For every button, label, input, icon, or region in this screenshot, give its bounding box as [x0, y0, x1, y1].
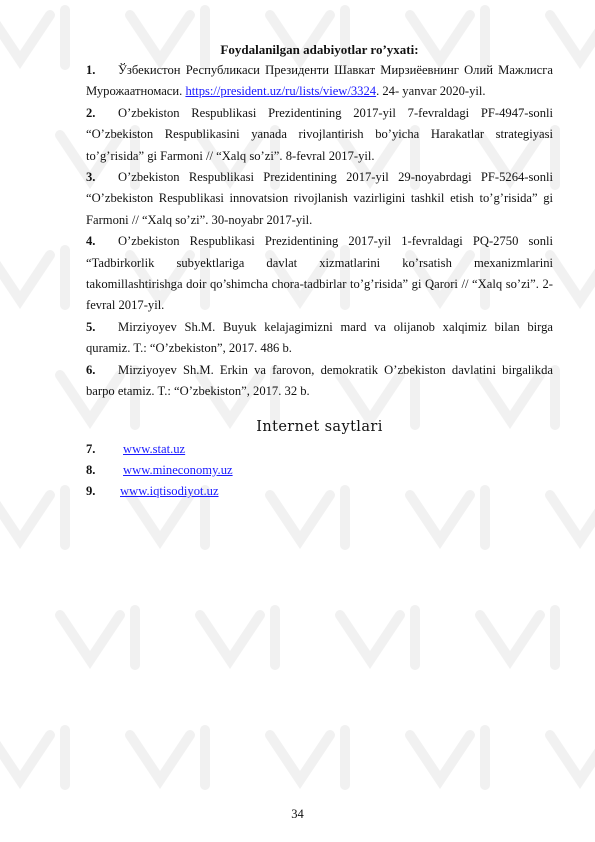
reference-text: Mirziyoyev Sh.M. Buyuk kelajagimizni mard va olijanob xalqimiz bilan birga quramiz. T.: “O’zbekiston”, 2017. 486 b. [86, 319, 553, 356]
watermark-tile [550, 250, 595, 305]
reference-number: 3. [86, 170, 96, 185]
reference-number: 1. [86, 63, 96, 77]
website-link[interactable]: www.mineconomy.uz [123, 462, 233, 477]
website-item-7 [86, 439, 553, 460]
watermark-tile [0, 10, 65, 65]
reference-item-3 [86, 167, 553, 231]
reference-number: 2. [86, 105, 96, 120]
website-link[interactable]: www.stat.uz [123, 441, 186, 456]
watermark-tile [60, 610, 135, 665]
website-number: 9. [86, 484, 96, 499]
reference-text: Mirziyoyev Sh.M. Erkin va farovon, demokratik O’zbekiston davlatini birgalikda barpo etamiz. T.: “O’zbekiston”, 2017. 32 b. [86, 362, 553, 399]
reference-text-tail: . 24- yanvar 2020-yil. [376, 84, 486, 99]
website-item-9 [86, 481, 553, 502]
website-item-8 [86, 460, 553, 481]
reference-number: 6. [86, 362, 96, 377]
watermark-tile [200, 610, 275, 665]
reference-text: O’zbekiston Respublikasi Prezidentining 2017-yil 29-noyabrdagi PF-5264-sonli “O’zbekiston Respublikasi innovatsion rivojlanish vazirligini tashkil etish to’g’risida” gi Farmoni // “Xalq so’zi”. 30-noyabr 2017-yil. [86, 170, 553, 227]
reference-item-2 [86, 103, 553, 167]
watermark-tile [0, 490, 65, 545]
reference-item-6 [86, 360, 553, 403]
watermark-tile [550, 10, 595, 65]
reference-text: Ўзбекистон Республикаси Президенти Шавкат Мирзиёевнинг Олий Мажлисга Мурожаатномаси. [86, 63, 553, 99]
reference-link[interactable]: https://president.uz/ru/lists/view/3324 [185, 84, 377, 99]
reference-number: 4. [86, 234, 96, 249]
website-link[interactable]: www.iqtisodiyot.uz [120, 484, 219, 499]
reference-text: O’zbekiston Respublikasi Prezidentining 2017-yil 7-fevraldagi PF-4947-sonli “O’zbekiston Respublikasini yanada rivojlantirish bo’yicha Harakatlar strategiyasi to’g’risida” gi Farmoni // “Xalq so’zi”. 8-fevral 2017-yil. [86, 105, 553, 163]
watermark-tile [270, 730, 345, 785]
watermark-tile [550, 490, 595, 545]
website-number: 8. [86, 462, 96, 477]
watermark-tile [130, 730, 205, 785]
watermark-tile [550, 730, 595, 785]
reference-item-4 [86, 231, 553, 317]
references-heading: Foydalanilgan adabiyotlar ro’yxati: [220, 42, 419, 57]
reference-item-5 [86, 317, 553, 360]
internet-sites-heading: Internet saytlari [256, 418, 383, 435]
reference-text: O’zbekiston Respublikasi Prezidentining 2017-yil 1-fevraldagi PQ-2750 sonli “Tadbirkorlik subyektlariga davlat xizmatlarini ko’rsatish mexanizmlarini takomillashtirishga doir qo’shimcha chora-tadbirlar to’g’risida” gi Qarori // “Xalq so’zi”. 2-fevral 2017-yil. [86, 234, 553, 313]
watermark-tile [340, 610, 415, 665]
watermark-tile [0, 730, 65, 785]
watermark-tile [410, 730, 485, 785]
watermark-tile [480, 610, 555, 665]
document-body [86, 40, 553, 503]
reference-number: 5. [86, 319, 96, 334]
reference-item-1 [86, 60, 553, 103]
watermark-tile [0, 250, 65, 305]
page-number: 34 [291, 807, 304, 821]
website-number: 7. [86, 441, 96, 456]
